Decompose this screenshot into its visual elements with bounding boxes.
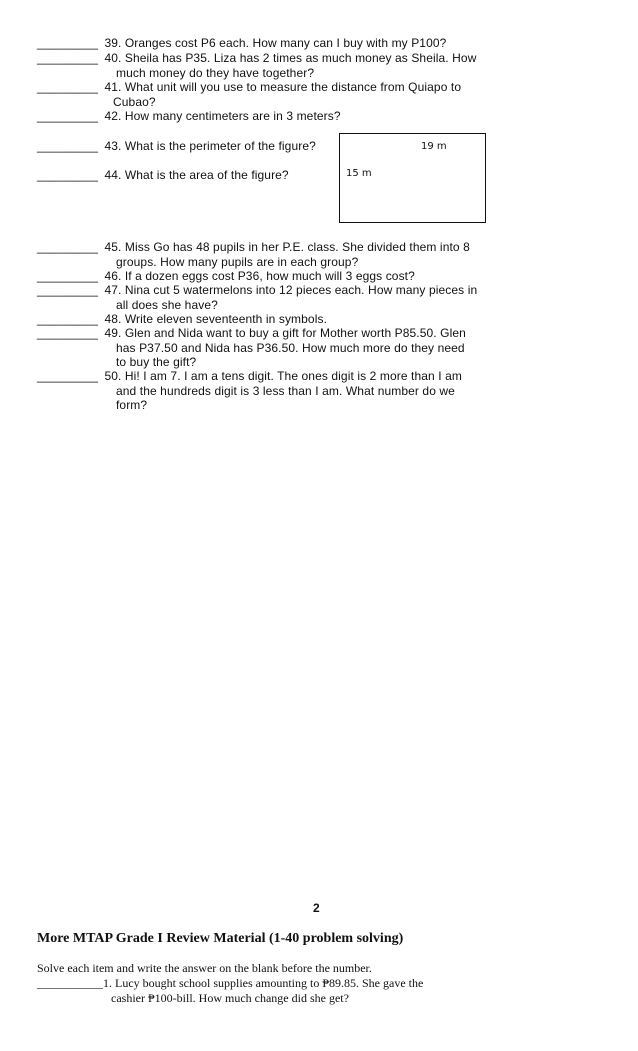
problem-1 xyxy=(37,976,423,991)
question-text: 49. Glen and Nida want to buy a gift for Mother worth P85.50. Glen xyxy=(104,326,466,340)
answer-blank: _________ xyxy=(37,80,98,94)
question-text: 46. If a dozen eggs cost P36, how much will 3 eggs cost? xyxy=(104,269,415,283)
question-text: 44. What is the area of the figure? xyxy=(104,168,289,182)
rectangle-figure xyxy=(339,133,486,223)
problem-text: 1. Lucy bought school supplies amounting to ₱89.85. She gave the xyxy=(103,976,424,990)
answer-blank: _________ xyxy=(37,51,98,65)
page-number: 2 xyxy=(313,901,320,915)
problem-1-cont: cashier ₱100-bill. How much change did she get? xyxy=(111,991,349,1005)
question-text: 40. Sheila has P35. Liza has 2 times as much money as Sheila. How xyxy=(104,51,477,65)
question-text-cont: has P37.50 and Nida has P36.50. How much more do they need xyxy=(116,340,465,355)
section-heading: More MTAP Grade I Review Material (1-40 problem solving) xyxy=(37,931,404,946)
question-text-cont: and the hundreds digit is 3 less than I am. What number do we xyxy=(116,383,455,398)
question-text-cont: much money do they have together? xyxy=(116,65,315,80)
answer-blank: _________ xyxy=(37,326,98,340)
question-39 xyxy=(37,36,446,51)
question-text: 41. What unit will you use to measure the distance from Quiapo to xyxy=(104,80,462,94)
answer-blank: _________ xyxy=(37,369,98,383)
question-41 xyxy=(37,80,461,109)
question-text-cont: to buy the gift? xyxy=(116,355,197,369)
question-43 xyxy=(37,139,316,154)
question-text-cont: form? xyxy=(116,398,148,412)
answer-blank: ___________ xyxy=(37,976,103,990)
answer-blank: _________ xyxy=(37,269,98,283)
question-text: 43. What is the perimeter of the figure? xyxy=(104,139,316,153)
answer-blank: _________ xyxy=(37,168,98,182)
question-47 xyxy=(37,283,477,312)
question-text: 48. Write eleven seventeenth in symbols. xyxy=(104,312,327,326)
question-text-cont: Cubao? xyxy=(113,94,156,109)
question-text: 45. Miss Go has 48 pupils in her P.E. class. She divided them into 8 xyxy=(104,240,470,254)
question-42 xyxy=(37,109,341,124)
question-text-cont: all does she have? xyxy=(116,297,218,312)
answer-blank: _________ xyxy=(37,139,98,153)
question-text-cont: groups. How many pupils are in each group? xyxy=(116,254,359,269)
figure-width-label: 15 m xyxy=(346,168,372,179)
question-text: 47. Nina cut 5 watermelons into 12 pieces each. How many pieces in xyxy=(104,283,478,297)
question-text: 42. How many centimeters are in 3 meters? xyxy=(104,109,341,123)
answer-blank: _________ xyxy=(37,312,98,326)
question-40 xyxy=(37,51,476,80)
answer-blank: _________ xyxy=(37,36,98,50)
answer-blank: _________ xyxy=(37,283,98,297)
answer-blank: _________ xyxy=(37,240,98,254)
question-44 xyxy=(37,168,289,183)
question-49 xyxy=(37,326,466,370)
question-text: 39. Oranges cost P6 each. How many can I buy with my P100? xyxy=(104,36,447,50)
question-46 xyxy=(37,269,415,284)
question-text: 50. Hi! I am 7. I am a tens digit. The ones digit is 2 more than I am xyxy=(104,369,462,383)
answer-blank: _________ xyxy=(37,109,98,123)
figure-length-label: 19 m xyxy=(421,141,447,152)
question-50 xyxy=(37,369,462,413)
question-48 xyxy=(37,312,327,327)
section-instruction: Solve each item and write the answer on the blank before the number. xyxy=(37,961,372,975)
question-45 xyxy=(37,240,470,269)
